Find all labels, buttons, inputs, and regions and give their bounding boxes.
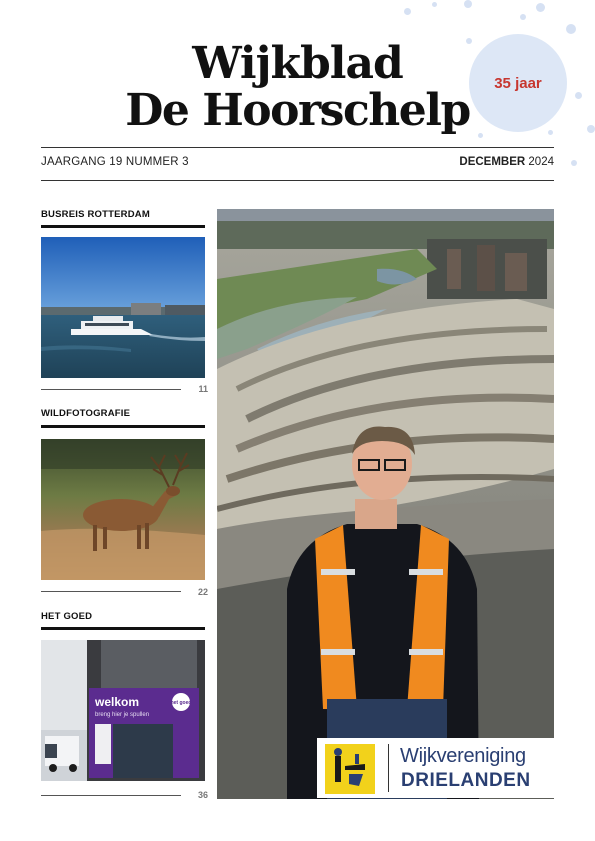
- cover-photo[interactable]: [217, 209, 554, 799]
- section-bar: [41, 425, 205, 428]
- section-bar: [41, 627, 205, 630]
- page-rule: [41, 795, 181, 796]
- decor-dot: [404, 8, 411, 15]
- page-rule: [41, 389, 181, 390]
- red-deer-image: [41, 439, 205, 580]
- decor-dot: [520, 14, 526, 20]
- shop-entrance-image: [41, 640, 205, 781]
- issue-month: DECEMBER: [459, 156, 526, 168]
- harbor-boat-image: [41, 237, 205, 378]
- anniversary-badge: [469, 34, 567, 132]
- decor-dot: [566, 24, 576, 34]
- decor-dot: [464, 0, 472, 8]
- masthead-title-line2: De Hoorschelp: [125, 85, 470, 136]
- sign-tagline: breng hier je spullen: [95, 712, 150, 718]
- cover-image: [217, 209, 554, 799]
- masthead-title-line1: Wijkblad: [192, 38, 403, 89]
- page-number: 22: [197, 587, 208, 597]
- het-goed-logo: het goed: [170, 700, 192, 706]
- wijkvereniging-logo: [317, 738, 554, 798]
- section-bar: [41, 225, 205, 228]
- decor-dot: [571, 160, 577, 166]
- section-title[interactable]: WILDFOTOGRAFIE: [41, 408, 131, 419]
- page-rule: [41, 591, 181, 592]
- page-number: 36: [197, 790, 208, 800]
- page-number: 11: [198, 384, 208, 394]
- issue-date: [459, 156, 554, 168]
- red-deer-photo[interactable]: [41, 439, 205, 580]
- anniversary-label: 35 jaar: [494, 74, 542, 92]
- logo-line2: DRIELANDEN: [401, 770, 531, 791]
- decor-dot: [432, 2, 437, 7]
- harbor-boat-photo[interactable]: [41, 237, 205, 378]
- section-title[interactable]: HET GOED: [41, 611, 93, 622]
- shop-entrance-photo[interactable]: [41, 640, 205, 781]
- decor-dot: [536, 3, 545, 12]
- issue-volume: JAARGANG 19 NUMMER 3: [41, 156, 189, 168]
- issue-year: 2024: [528, 156, 554, 168]
- welkom-sign-text: welkom: [95, 695, 140, 709]
- logo-line1: Wijkvereniging: [400, 745, 526, 767]
- logo-divider: [388, 744, 389, 792]
- section-title[interactable]: BUSREIS ROTTERDAM: [41, 209, 150, 220]
- divider: [41, 180, 554, 181]
- divider: [41, 147, 554, 148]
- drielanden-emblem-icon: [325, 744, 375, 794]
